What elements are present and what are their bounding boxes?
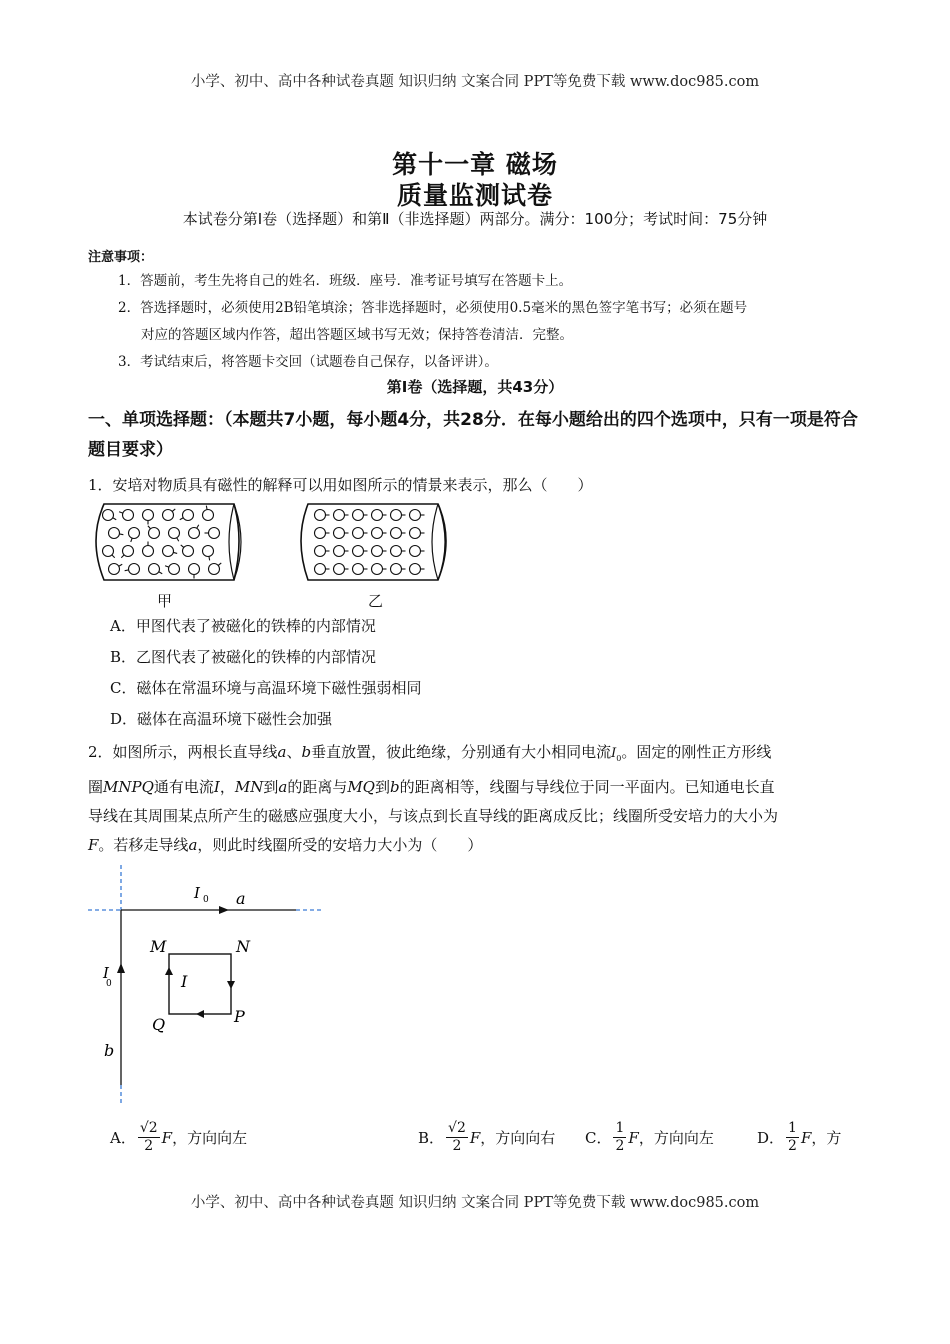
- moment-arrow-icon: [173, 552, 177, 553]
- current-loop-icon: [410, 546, 421, 557]
- current-loop-icon: [203, 546, 214, 557]
- question-1-stem: 1．安培对物质具有磁性的解释可以用如图所示的情景来表示，那么（ ）: [88, 476, 593, 494]
- moment-arrow-icon: [181, 545, 184, 548]
- label-I: I: [181, 972, 188, 991]
- current-loop-icon: [103, 546, 114, 557]
- current-loop-icon: [129, 528, 140, 539]
- moment-arrow-icon: [112, 555, 115, 558]
- part-title: 一、单项选择题：（本题共7小题，每小题4分，共28分．在每小题给出的四个选项中，只有一项是符合题目要求）: [88, 410, 858, 460]
- svg-text:0: 0: [203, 895, 209, 905]
- current-loop-icon: [372, 528, 383, 539]
- q1-option-a: A．甲图代表了被磁化的铁棒的内部情况: [110, 617, 376, 635]
- label-b: b: [104, 1041, 115, 1060]
- current-loop-icon: [123, 510, 134, 521]
- current-loop-icon: [334, 546, 345, 557]
- aligned-current-loops-icon: [315, 510, 425, 575]
- current-loop-icon: [183, 546, 194, 557]
- note-item: 3．考试结束后，将答题卡交回（试题卷自己保存，以备评讲）。: [118, 354, 498, 370]
- moment-arrow-icon: [177, 538, 179, 541]
- current-loop-icon: [103, 510, 114, 521]
- current-loop-icon: [353, 528, 364, 539]
- label-I0-a: I: [194, 884, 200, 902]
- moment-arrow-icon: [113, 518, 116, 520]
- q2-option-a: A． $\frac{√2}{2}$ F ，方向向左: [110, 1120, 248, 1154]
- current-loop-icon: [109, 564, 120, 575]
- current-loop-icon: [353, 546, 364, 557]
- note-item: 1．答题前，考生先将自己的姓名．班级．座号．准考证号填写在答题卡上。: [118, 273, 573, 289]
- exam-title: 质量监测试卷: [396, 181, 553, 210]
- label-N: N: [236, 937, 250, 956]
- current-loop-icon: [315, 564, 326, 575]
- current-loop-icon: [129, 564, 140, 575]
- current-loop-icon: [189, 528, 200, 539]
- current-loop-icon: [189, 564, 200, 575]
- current-loop-icon: [410, 564, 421, 575]
- current-loop-icon: [123, 546, 134, 557]
- fig-caption-jia: 甲: [157, 592, 173, 610]
- current-loop-icon: [209, 528, 220, 539]
- current-loop-icon: [183, 510, 194, 521]
- current-loop-icon: [169, 564, 180, 575]
- moment-arrow-icon: [121, 555, 124, 558]
- moment-arrow-icon: [148, 526, 151, 529]
- svg-text:0: 0: [106, 979, 112, 989]
- current-loop-icon: [315, 528, 326, 539]
- q2-option-d: D． $\frac{1}{2}$ F ，方: [757, 1120, 842, 1154]
- current-loop-icon: [109, 528, 120, 539]
- current-loop-icon: [315, 510, 326, 521]
- site-header: 小学、初中、高中各种试卷真题 知识归纳 文案合同 PPT等免费下载 www.doc985.com: [190, 74, 760, 90]
- q2-option-c: C． $\frac{1}{2}$ F ，方向向左: [585, 1120, 714, 1154]
- label-P: P: [234, 1007, 245, 1026]
- moment-arrow-icon: [119, 534, 123, 535]
- current-loop-icon: [334, 510, 345, 521]
- current-loop-icon: [209, 564, 220, 575]
- current-loop-icon: [169, 528, 180, 539]
- q2-line-2: 圈MNPQ通有电流I，MN到a的距离与MQ到b的距离相等，线圈与导线位于同一平面内。已知通电长直: [88, 778, 775, 796]
- moment-arrow-icon: [125, 570, 129, 571]
- q1-option-c: C．磁体在常温环境与高温环境下磁性强弱相同: [110, 679, 422, 697]
- current-loop-icon: [353, 510, 364, 521]
- current-arrow-b-icon: [117, 963, 125, 973]
- note-item: 2．答选择题时，必须使用2B铅笔填涂；答非选择题时，必须使用0.5毫米的黑色签字笔书写；必须在题号: [118, 300, 748, 316]
- fig-caption-yi: 乙: [368, 592, 384, 610]
- current-loop-icon: [163, 546, 174, 557]
- current-loop-icon: [315, 546, 326, 557]
- current-loop-icon: [372, 564, 383, 575]
- random-current-loops-icon: [103, 506, 222, 579]
- q1-figure: [86, 500, 456, 588]
- current-loop-icon: [149, 528, 160, 539]
- current-loop-icon: [143, 546, 154, 557]
- moment-arrow-icon: [119, 564, 122, 566]
- q2-line-3: 导线在其周围某点所产生的磁感应强度大小，与该点到长直导线的距离成反比；线圈所受安培力的大小为: [88, 807, 779, 825]
- question-2-stem: [88, 738, 868, 860]
- current-loop-icon: [353, 564, 364, 575]
- current-loop-icon: [372, 546, 383, 557]
- q1-option-d: D．磁体在高温环境下磁性会加强: [110, 710, 333, 728]
- current-loop-icon: [391, 546, 402, 557]
- label-I0-b: I: [103, 964, 109, 982]
- note-item: 对应的答题区域内作答，超出答题区域书写无效；保持答卷清洁．完整。: [141, 327, 573, 343]
- current-loop-icon: [410, 510, 421, 521]
- current-loop-icon: [203, 510, 214, 521]
- current-loop-icon: [410, 528, 421, 539]
- current-loop-icon: [163, 510, 174, 521]
- moment-arrow-icon: [180, 518, 183, 520]
- q2-option-b: B． $\frac{√2}{2}$ F ，方向向右: [418, 1120, 556, 1154]
- current-loop-icon: [391, 528, 402, 539]
- moment-arrow-icon: [172, 509, 175, 512]
- current-arrow-a-icon: [219, 906, 229, 914]
- q2-line-4: F。若移走导线a，则此时线圈所受的安培力大小为（ ）: [88, 836, 483, 854]
- current-loop-icon: [372, 510, 383, 521]
- current-loop-icon: [391, 510, 402, 521]
- label-Q: Q: [152, 1015, 166, 1034]
- moment-arrow-icon: [159, 572, 162, 574]
- moment-arrow-icon: [165, 566, 169, 567]
- moment-arrow-icon: [131, 538, 132, 542]
- current-loop-icon: [334, 528, 345, 539]
- section-heading: 第Ⅰ卷（选择题，共43分）: [386, 378, 564, 396]
- label-M: M: [150, 937, 167, 956]
- notes-heading: 注意事项：: [88, 250, 154, 265]
- current-loop-icon: [143, 510, 154, 521]
- chapter-title: 第十一章 磁场: [392, 150, 558, 179]
- current-loop-icon: [334, 564, 345, 575]
- q1-option-b: B．乙图代表了被磁化的铁棒的内部情况: [110, 648, 377, 666]
- label-a: a: [236, 889, 246, 908]
- moment-arrow-icon: [197, 525, 199, 528]
- current-loop-icon: [391, 564, 402, 575]
- q2-line-1: 2．如图所示，两根长直导线a、b垂直放置，彼此绝缘，分别通有大小相同电流$I_0$。固定的刚性正方形线: [88, 743, 772, 763]
- moment-arrow-icon: [209, 556, 210, 560]
- site-footer: 小学、初中、高中各种试卷真题 知识归纳 文案合同 PPT等免费下载 www.doc985.com: [190, 1195, 760, 1211]
- moment-arrow-icon: [218, 563, 221, 566]
- exam-subtitle: 本试卷分第Ⅰ卷（选择题）和第Ⅱ（非选择题）两部分。满分：100分；考试时间：75分钟: [182, 210, 768, 228]
- q2-diagram: [86, 860, 326, 1110]
- current-loop-icon: [149, 564, 160, 575]
- moment-arrow-icon: [119, 512, 123, 513]
- moment-arrow-icon: [206, 506, 207, 510]
